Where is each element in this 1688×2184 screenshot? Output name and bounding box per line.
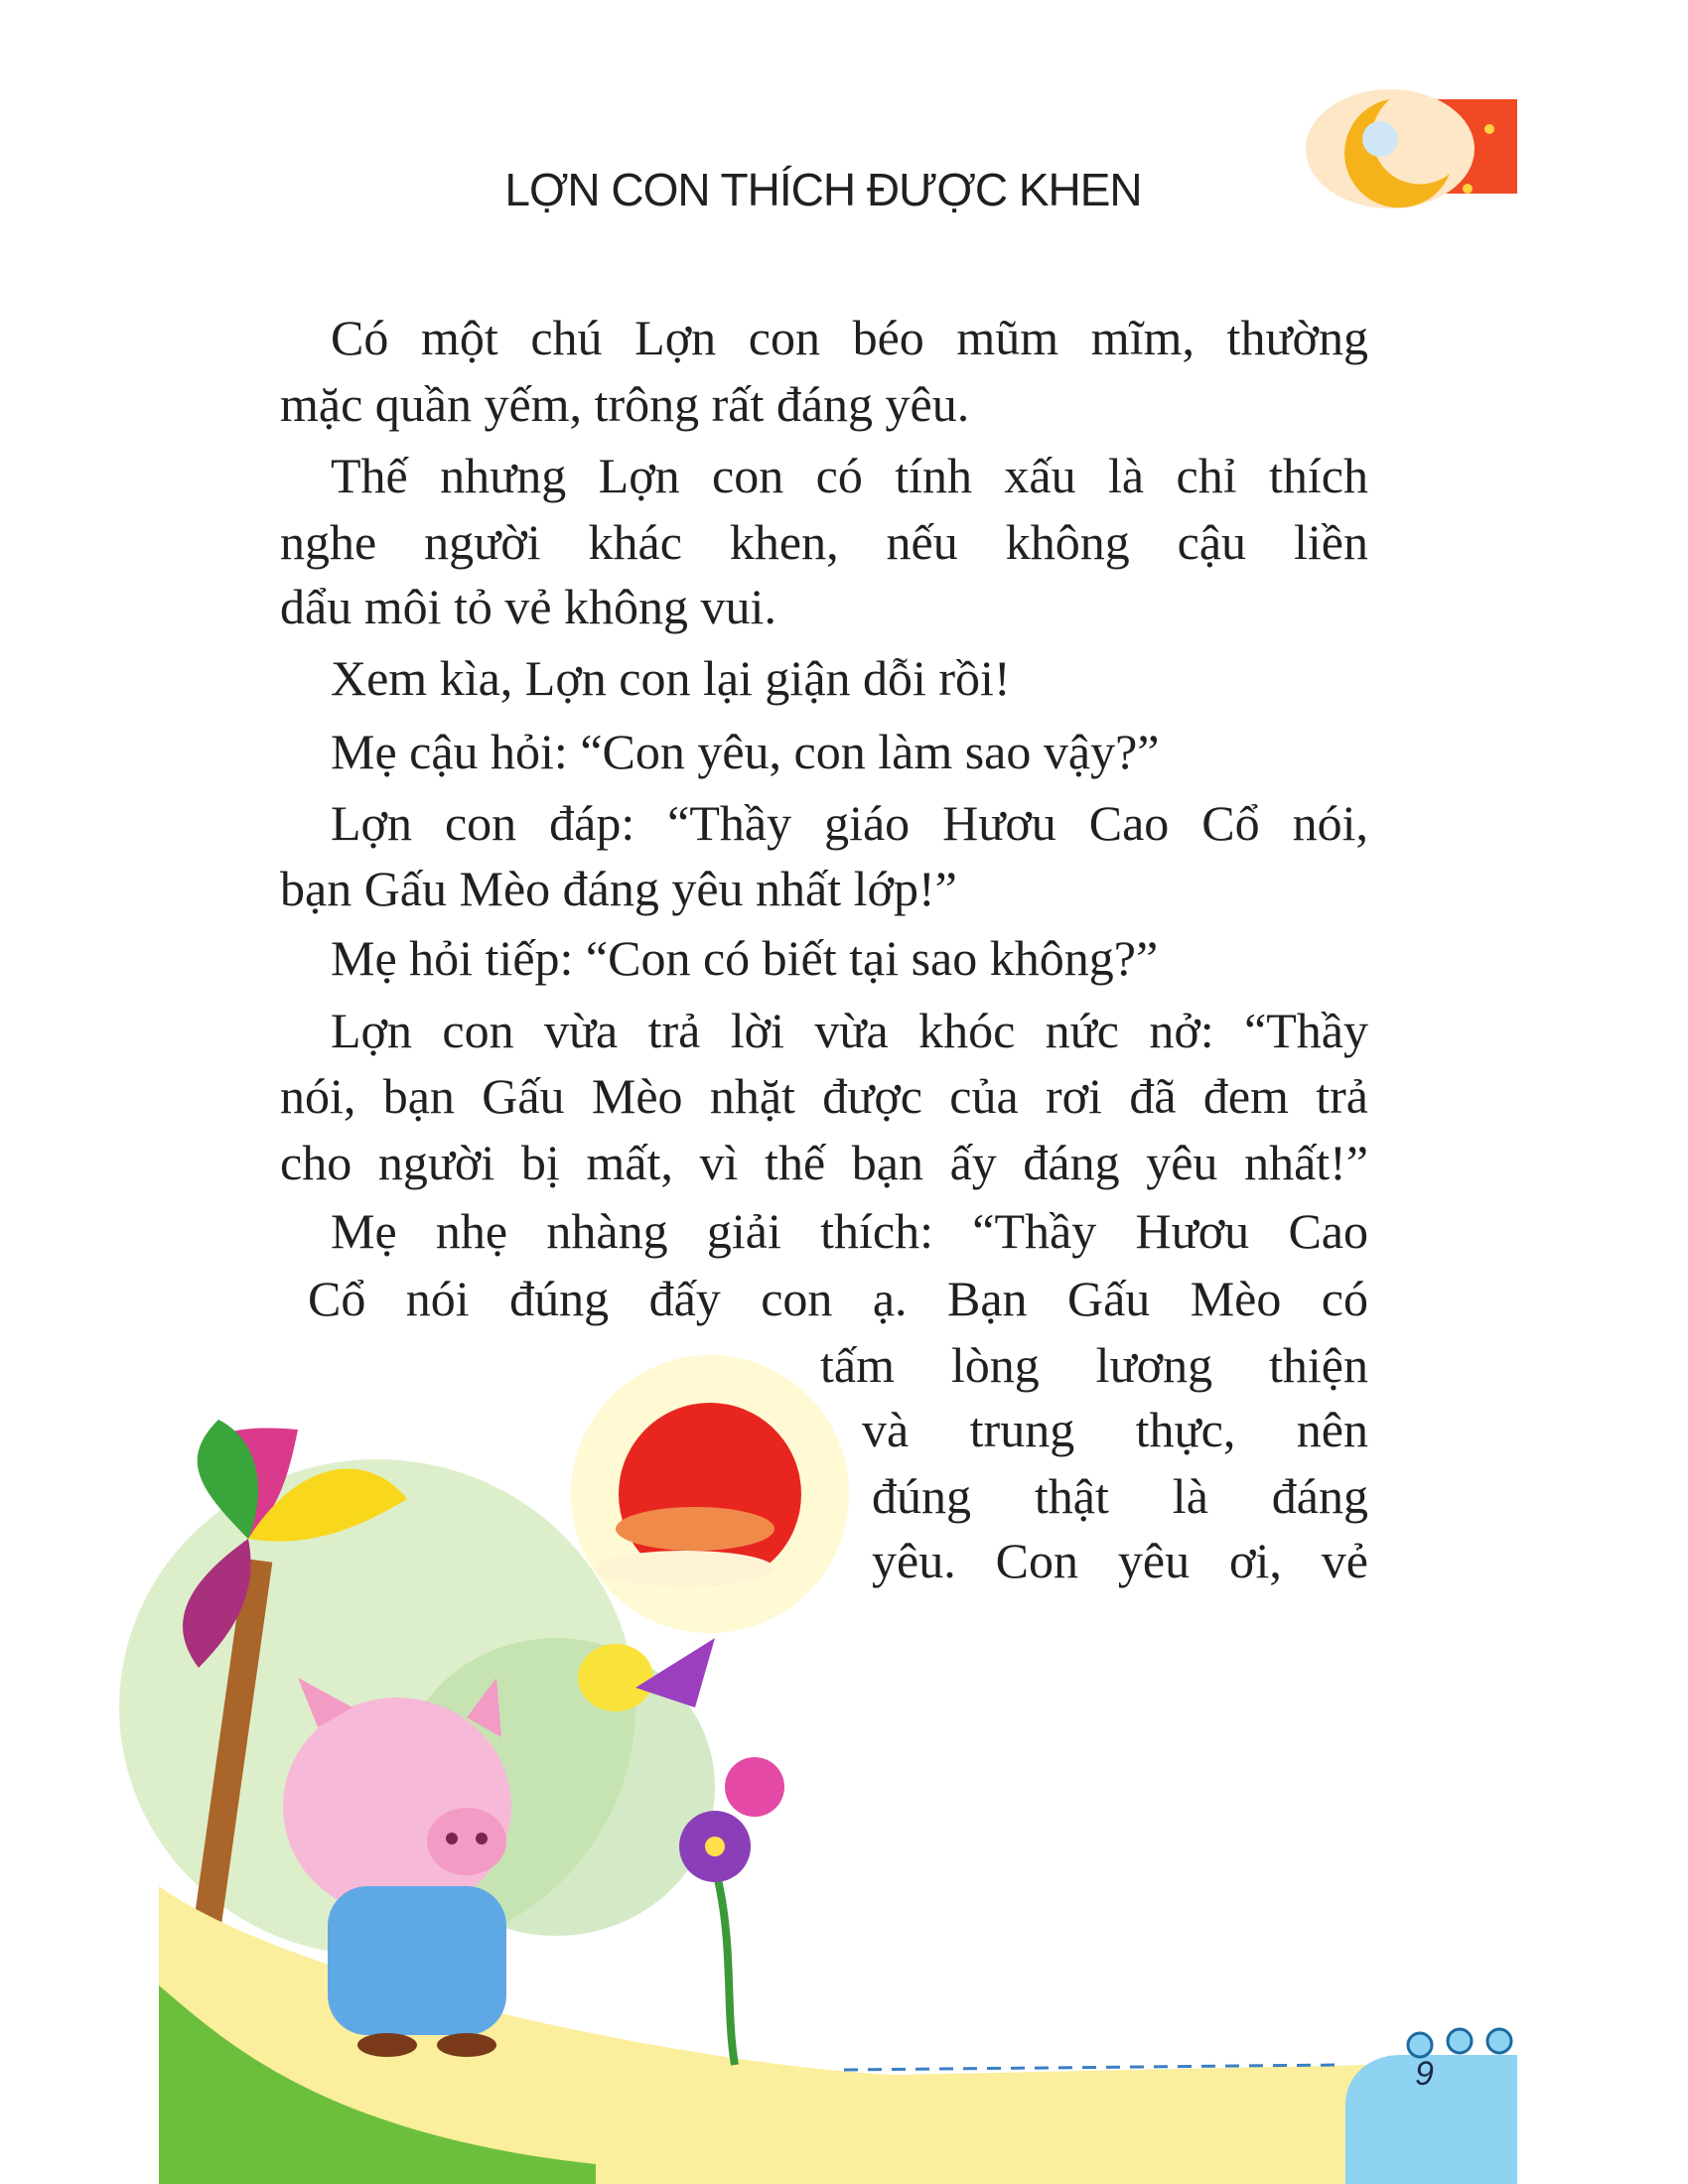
text-line: và trung thực, nên	[862, 1402, 1368, 1457]
story-title: LỢN CON THÍCH ĐƯỢC KHEN	[504, 164, 1142, 215]
text-line: mặc quần yếm, trông rất đáng yêu.	[280, 376, 970, 432]
text-line: nói, bạn Gấu Mèo nhặt được của rơi đã đem trả	[280, 1068, 1368, 1124]
text-line: Lợn con đáp: “Thầy giáo Hươu Cao Cổ nói,	[331, 795, 1368, 851]
text-line: tấm lòng lương thiện	[820, 1337, 1368, 1393]
text-line: dẩu môi tỏ vẻ không vui.	[280, 579, 776, 634]
text-line: Mẹ cậu hỏi: “Con yêu, con làm sao vậy?”	[331, 724, 1160, 779]
text-line: Mẹ hỏi tiếp: “Con có biết tại sao không?”	[331, 930, 1159, 986]
text-line: bạn Gấu Mèo đáng yêu nhất lớp!”	[280, 861, 957, 916]
text-line: yêu. Con yêu ơi, vẻ	[872, 1533, 1368, 1588]
sun	[571, 1355, 849, 1633]
text-line: Có một chú Lợn con béo mũm mĩm, thường	[331, 310, 1368, 365]
text-line: Xem kìa, Lợn con lại giận dỗi rồi!	[331, 650, 1011, 706]
text-line: Thế nhưng Lợn con có tính xấu là chỉ thích	[331, 448, 1368, 503]
text-line: nghe người khác khen, nếu không cậu liền	[280, 514, 1368, 570]
text-line: Mẹ nhẹ nhàng giải thích: “Thầy Hươu Cao	[331, 1203, 1368, 1259]
text-line: Lợn con vừa trả lời vừa khóc nức nở: “Thầy	[331, 1003, 1368, 1058]
page-number: 9	[1415, 2055, 1434, 2093]
text-line: cho người bị mất, vì thế bạn ấy đáng yêu nhất!”	[280, 1135, 1368, 1190]
text-line: Cổ nói đúng đấy con ạ. Bạn Gấu Mèo có	[308, 1271, 1368, 1326]
text-line: đúng thật là đáng	[872, 1468, 1368, 1524]
